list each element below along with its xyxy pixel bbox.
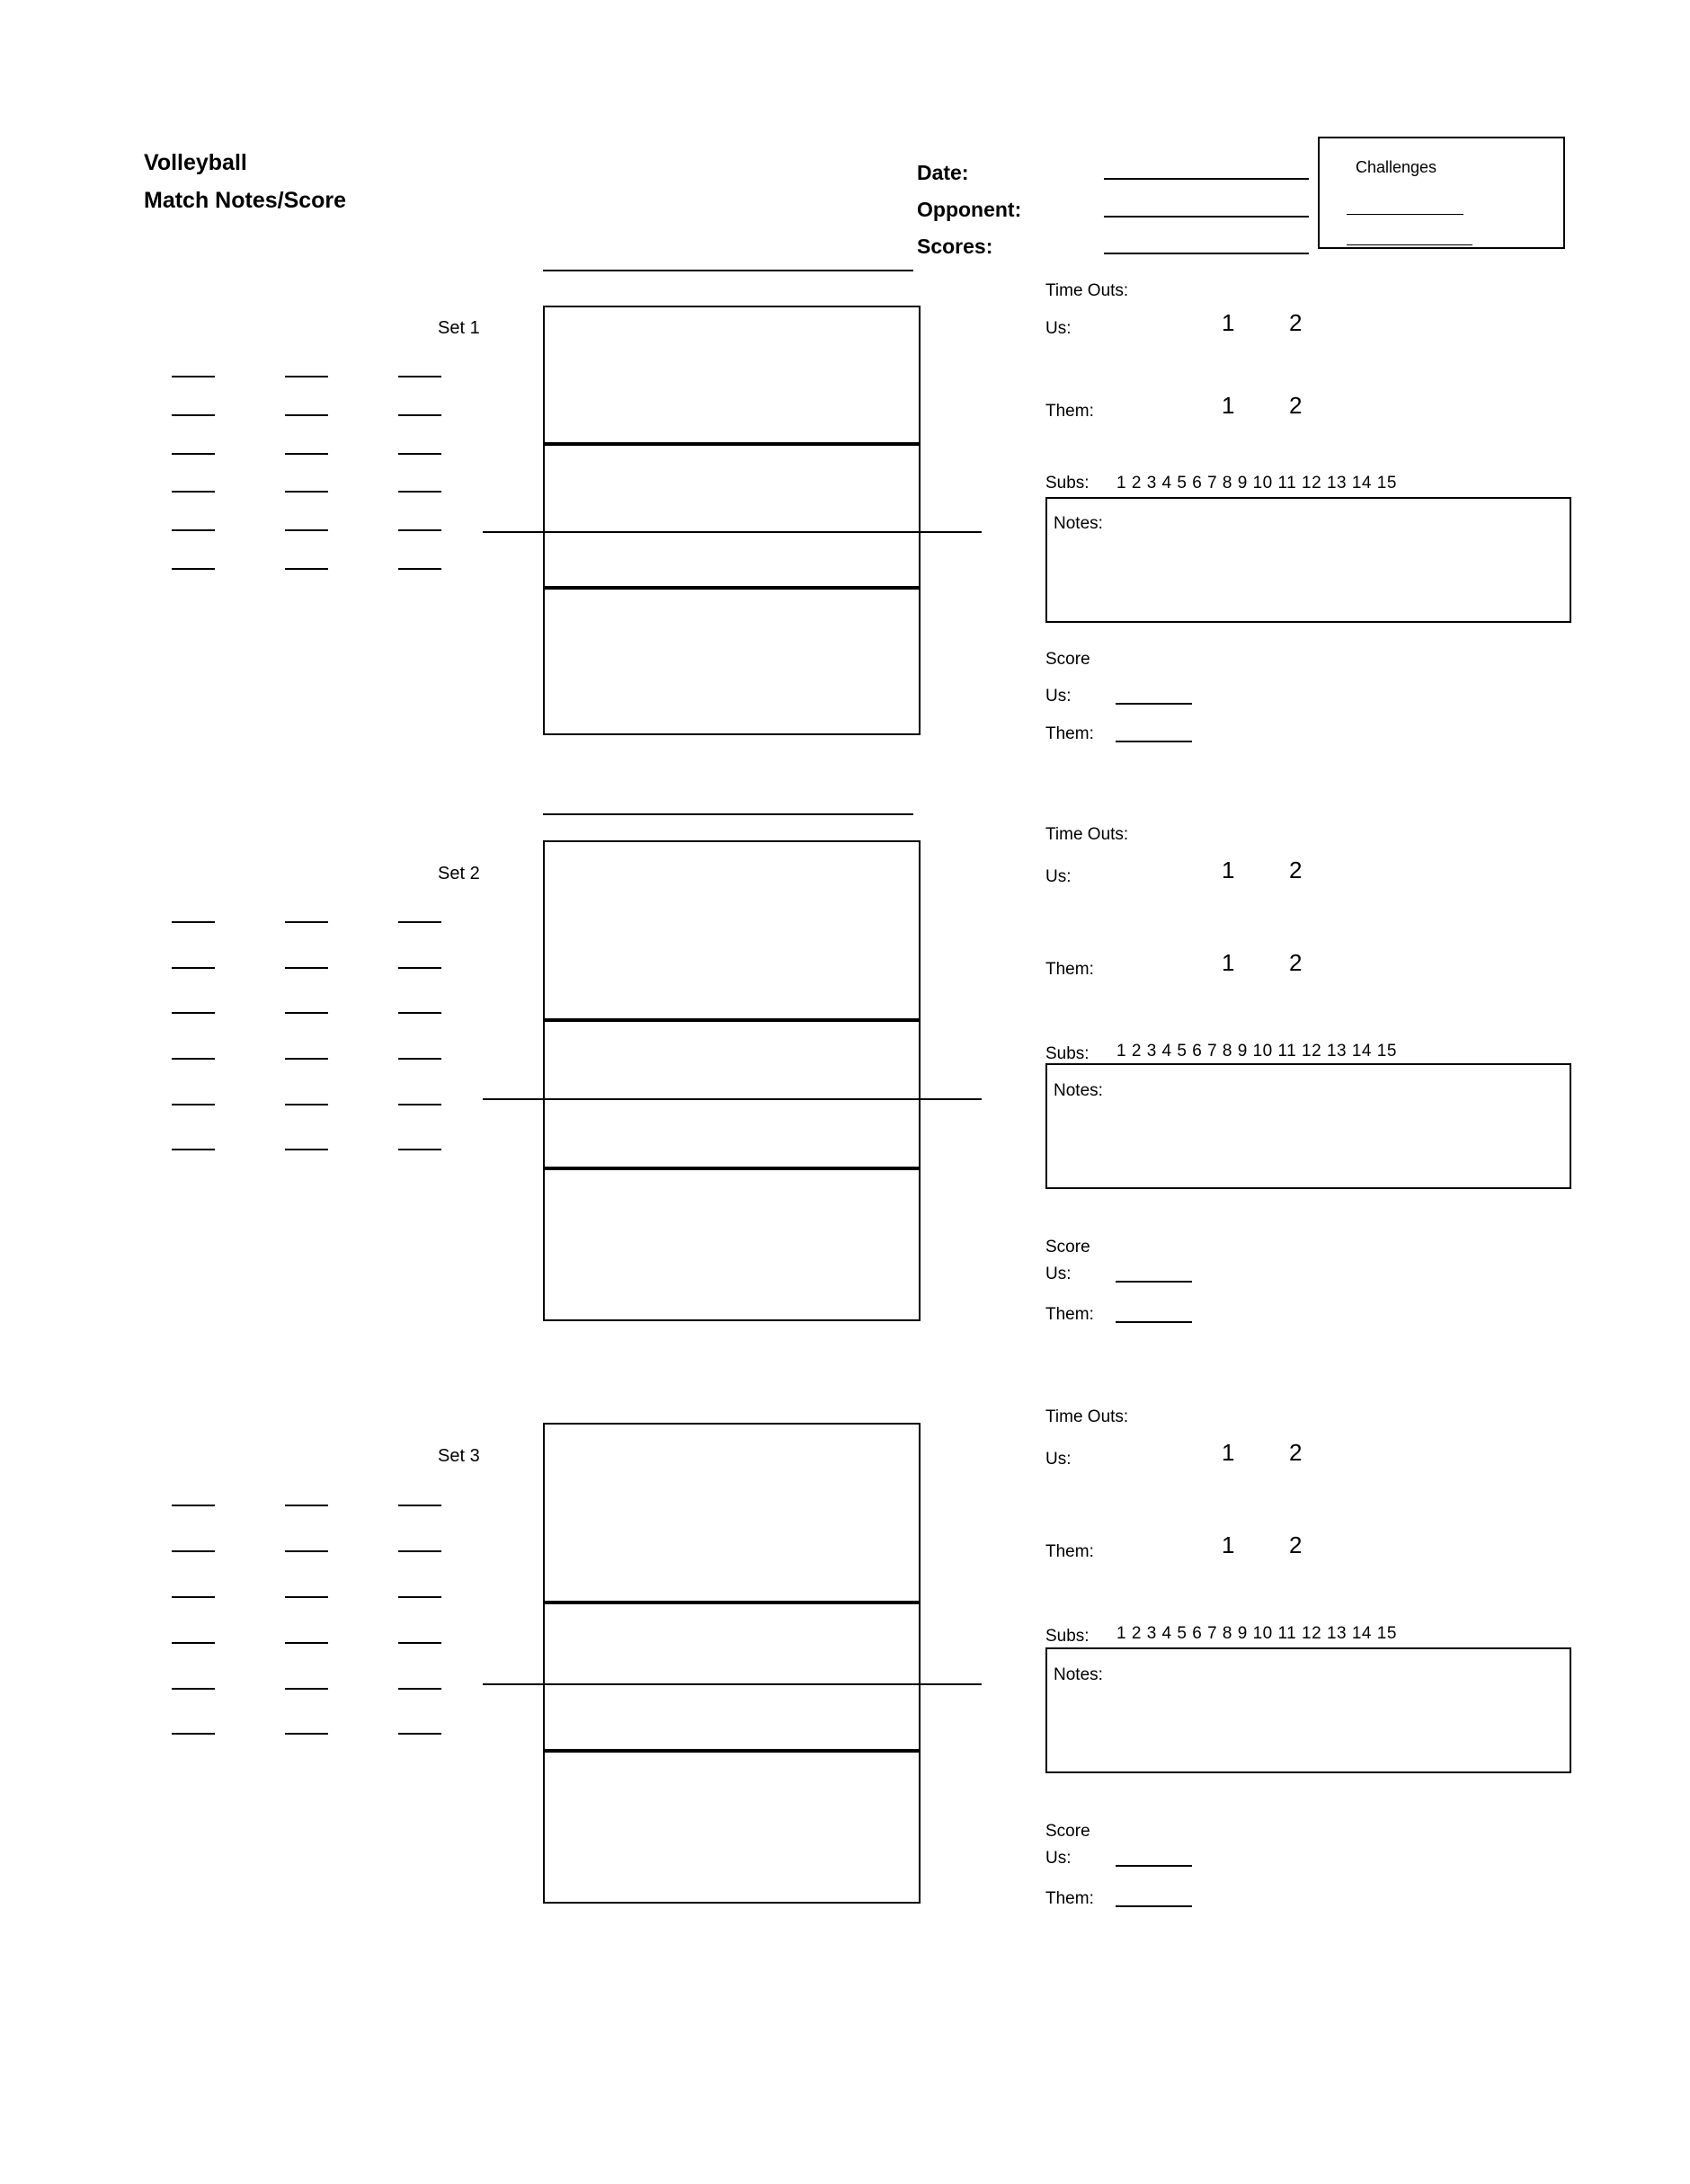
set-1-header-line[interactable] (543, 270, 913, 271)
rotation-line[interactable] (285, 967, 328, 969)
rotation-line[interactable] (398, 1149, 441, 1150)
rotation-line[interactable] (172, 1104, 215, 1105)
set-2-score-label: Score (1045, 1238, 1090, 1256)
opponent-write-line[interactable] (1104, 216, 1309, 218)
set-2-timeouts-us-label: Us: (1045, 867, 1072, 886)
set-1-score-us-label: Us: (1045, 687, 1072, 706)
rotation-line[interactable] (172, 1012, 215, 1014)
set-2-court-mid (543, 1020, 921, 1168)
rotation-line[interactable] (398, 1596, 441, 1598)
title-line-2: Match Notes/Score (144, 188, 347, 213)
rotation-line[interactable] (285, 1733, 328, 1735)
set-1-them-timeout-1[interactable]: 1 (1222, 392, 1235, 419)
rotation-line[interactable] (172, 1505, 215, 1506)
set-3-timeouts-label: Time Outs: (1045, 1407, 1129, 1426)
rotation-line[interactable] (172, 1733, 215, 1735)
rotation-line[interactable] (398, 1012, 441, 1014)
rotation-line[interactable] (285, 1012, 328, 1014)
challenges-label: Challenges (1356, 158, 1437, 176)
rotation-line[interactable] (285, 1688, 328, 1690)
rotation-line[interactable] (285, 453, 328, 455)
set-3-score-label: Score (1045, 1822, 1090, 1841)
challenge-write-line-2[interactable] (1347, 244, 1472, 245)
rotation-line[interactable] (285, 1596, 328, 1598)
set-1-court-top (543, 306, 921, 444)
set-2-label: Set 2 (438, 864, 480, 883)
date-write-line[interactable] (1104, 178, 1309, 180)
rotation-line[interactable] (398, 529, 441, 531)
set-2-score-us-label: Us: (1045, 1265, 1072, 1283)
set-3-us-timeout-1[interactable]: 1 (1222, 1439, 1235, 1466)
rotation-line[interactable] (172, 1688, 215, 1690)
rotation-line[interactable] (285, 1550, 328, 1552)
set-2-subs-numbers[interactable]: 1 2 3 4 5 6 7 8 9 10 11 12 13 14 15 (1116, 1042, 1397, 1061)
set-1-score-us-line[interactable] (1116, 703, 1192, 705)
rotation-line[interactable] (172, 1149, 215, 1150)
set-1-us-timeout-1[interactable]: 1 (1222, 309, 1235, 336)
set-2-us-timeout-2[interactable]: 2 (1289, 857, 1303, 883)
set-2-score-them-label: Them: (1045, 1305, 1094, 1324)
rotation-line[interactable] (172, 414, 215, 416)
set-1-timeouts-them-label: Them: (1045, 402, 1094, 421)
set-1-score-label: Score (1045, 650, 1090, 669)
set-3-notes-box[interactable] (1045, 1647, 1571, 1773)
set-3-them-timeout-1[interactable]: 1 (1222, 1531, 1235, 1558)
set-1-score-them-line[interactable] (1116, 741, 1192, 742)
set-1-score-them-label: Them: (1045, 724, 1094, 743)
set-2-them-timeout-1[interactable]: 1 (1222, 949, 1235, 976)
set-2-center-line (483, 1098, 982, 1100)
set-1-notes-label: Notes: (1054, 514, 1103, 533)
rotation-line[interactable] (285, 1505, 328, 1506)
rotation-line[interactable] (172, 1596, 215, 1598)
rotation-line[interactable] (172, 453, 215, 455)
rotation-line[interactable] (398, 1642, 441, 1644)
rotation-line[interactable] (172, 568, 215, 570)
match-meta-labels (917, 155, 1021, 265)
set-3-notes-label: Notes: (1054, 1665, 1103, 1684)
rotation-line[interactable] (172, 1642, 215, 1644)
title-line-1: Volleyball (144, 150, 247, 175)
rotation-line[interactable] (398, 1104, 441, 1105)
set-2-court-bottom (543, 1168, 921, 1321)
rotation-line[interactable] (285, 1149, 328, 1150)
rotation-line[interactable] (398, 376, 441, 377)
set-3-label: Set 3 (438, 1446, 480, 1466)
set-2-notes-box[interactable] (1045, 1063, 1571, 1189)
rotation-line[interactable] (285, 1058, 328, 1060)
set-1-timeouts-label: Time Outs: (1045, 281, 1129, 300)
set-3-timeouts-us-label: Us: (1045, 1450, 1072, 1469)
set-1-notes-box[interactable] (1045, 497, 1571, 623)
set-2-timeouts-label: Time Outs: (1045, 825, 1129, 844)
set-2-us-timeout-1[interactable]: 1 (1222, 857, 1235, 883)
scores-write-line[interactable] (1104, 253, 1309, 254)
set-3-subs-label: Subs: (1045, 1627, 1090, 1646)
rotation-line[interactable] (285, 1104, 328, 1105)
date-label: Date: (917, 161, 969, 184)
set-1-timeouts-us-label: Us: (1045, 319, 1072, 338)
rotation-line[interactable] (398, 1505, 441, 1506)
rotation-line[interactable] (398, 1688, 441, 1690)
set-1-court-mid (543, 444, 921, 588)
set-3-court-mid (543, 1602, 921, 1751)
rotation-line[interactable] (172, 921, 215, 923)
set-3-score-us-line[interactable] (1116, 1865, 1192, 1867)
challenges-box (1318, 137, 1565, 249)
scores-label: Scores: (917, 235, 993, 258)
rotation-line[interactable] (172, 1550, 215, 1552)
rotation-line[interactable] (398, 414, 441, 416)
rotation-line[interactable] (172, 491, 215, 493)
set-3-score-us-label: Us: (1045, 1849, 1072, 1868)
rotation-line[interactable] (398, 921, 441, 923)
set-3-court-bottom (543, 1751, 921, 1904)
set-3-center-line (483, 1683, 982, 1685)
page-title (144, 144, 346, 219)
rotation-line[interactable] (398, 1733, 441, 1735)
rotation-line[interactable] (398, 568, 441, 570)
rotation-line[interactable] (285, 491, 328, 493)
set-1-subs-label: Subs: (1045, 474, 1090, 493)
set-2-score-them-line[interactable] (1116, 1321, 1192, 1323)
rotation-line[interactable] (398, 1550, 441, 1552)
set-1-them-timeout-2[interactable]: 2 (1289, 392, 1303, 419)
set-3-court-top (543, 1423, 921, 1602)
rotation-line[interactable] (172, 1058, 215, 1060)
rotation-line[interactable] (172, 967, 215, 969)
set-3-us-timeout-2[interactable]: 2 (1289, 1439, 1303, 1466)
set-1-label: Set 1 (438, 318, 480, 338)
challenge-write-line-1[interactable] (1347, 214, 1463, 215)
opponent-label: Opponent: (917, 198, 1022, 221)
rotation-line[interactable] (172, 529, 215, 531)
set-1-center-line (483, 531, 982, 533)
set-1-us-timeout-2[interactable]: 2 (1289, 309, 1303, 336)
rotation-line[interactable] (285, 529, 328, 531)
set-3-timeouts-them-label: Them: (1045, 1542, 1094, 1561)
rotation-line[interactable] (285, 414, 328, 416)
set-3-score-them-line[interactable] (1116, 1905, 1192, 1907)
rotation-line[interactable] (285, 1642, 328, 1644)
set-1-subs-numbers[interactable]: 1 2 3 4 5 6 7 8 9 10 11 12 13 14 15 (1116, 474, 1397, 493)
set-3-subs-numbers[interactable]: 1 2 3 4 5 6 7 8 9 10 11 12 13 14 15 (1116, 1624, 1397, 1643)
set-2-timeouts-them-label: Them: (1045, 960, 1094, 979)
rotation-line[interactable] (285, 921, 328, 923)
set-2-header-line[interactable] (543, 813, 913, 815)
rotation-line[interactable] (285, 568, 328, 570)
rotation-line[interactable] (285, 376, 328, 377)
set-2-score-us-line[interactable] (1116, 1281, 1192, 1283)
rotation-line[interactable] (398, 967, 441, 969)
rotation-line[interactable] (172, 376, 215, 377)
set-3-score-them-label: Them: (1045, 1889, 1094, 1908)
set-1-court-bottom (543, 588, 921, 735)
rotation-line[interactable] (398, 491, 441, 493)
set-2-court-top (543, 840, 921, 1020)
rotation-line[interactable] (398, 1058, 441, 1060)
set-2-notes-label: Notes: (1054, 1081, 1103, 1100)
set-2-subs-label: Subs: (1045, 1044, 1090, 1063)
rotation-line[interactable] (398, 453, 441, 455)
set-2-them-timeout-2[interactable]: 2 (1289, 949, 1303, 976)
set-3-them-timeout-2[interactable]: 2 (1289, 1531, 1303, 1558)
